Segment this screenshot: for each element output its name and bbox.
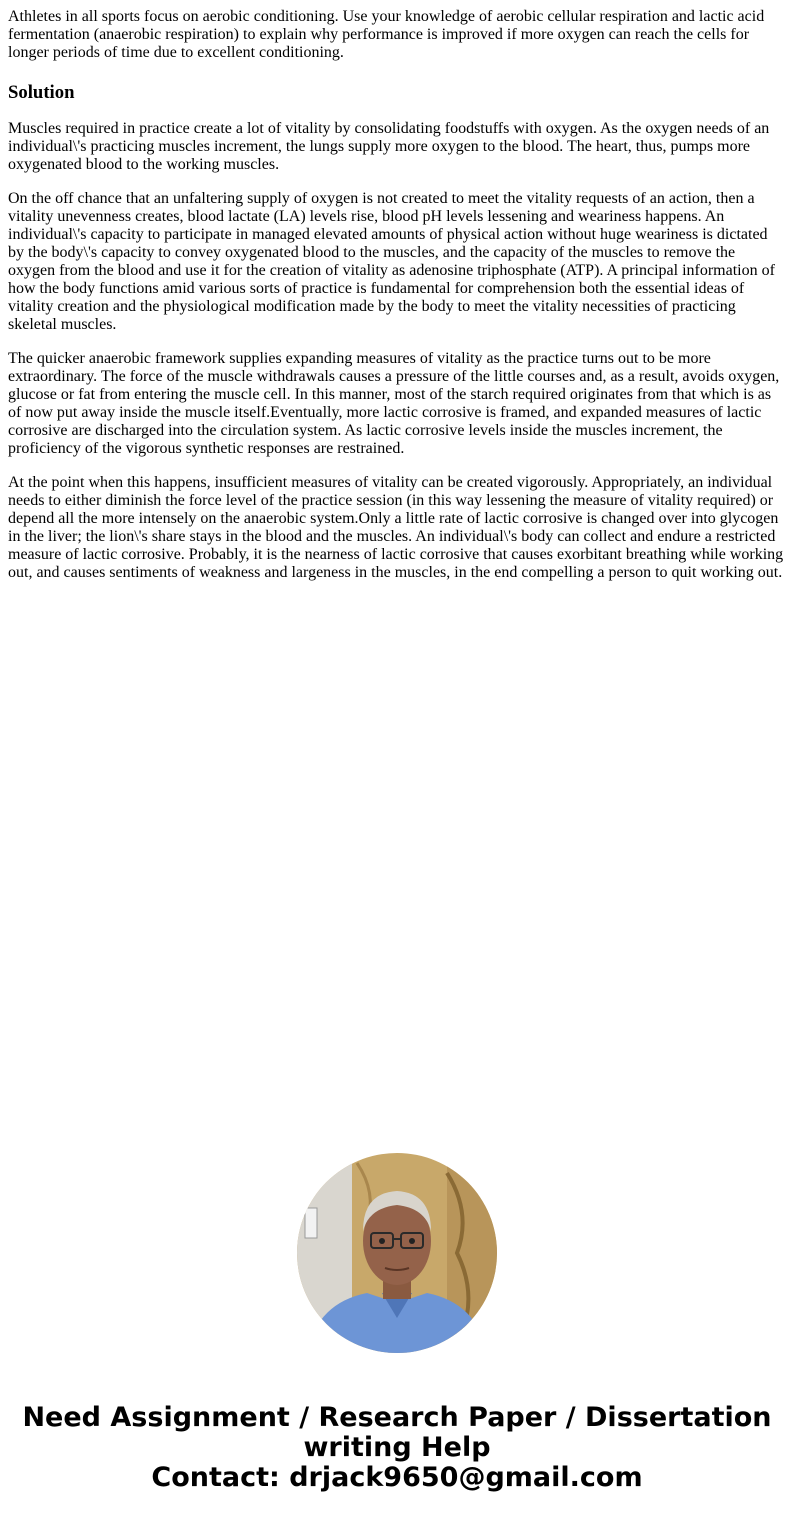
solution-paragraph-4: At the point when this happens, insufficient measures of vitality can be created vigorously. Appropriately, an individual needs to either diminish the force level of the practice session (in this way lessening the measure of vitality required) or depend all the more intensely on the anaerobic system.Only a little rate of lactic corrosive is changed over into glycogen in the liver; the lion\'s share stays in the blood and the muscles. An individual\'s body can collect and endure a restricted measure of lactic corrosive. Probably, it is the nearness of lactic corrosive that causes exorbitant breathing while working out, and causes sentiments of weakness and largeness in the muscles, in the end compelling a person to quit working out.: [8, 474, 784, 581]
solution-heading: Solution: [8, 82, 75, 103]
author-avatar: [297, 1153, 497, 1353]
answer-content: [8, 8, 786, 598]
solution-paragraph-3: The quicker anaerobic framework supplies expanding measures of vitality as the practice turns out to be more extraordinary. The force of the muscle withdrawals causes a pressure of the little courses and, as a result, avoids oxygen, glucose or fat from entering the muscle cell. In this manner, most of the starch required originates from that which is as of now put away inside the muscle itself.Eventually, more lactic corrosive is framed, and expanded measures of lactic corrosive are discharged into the circulation system. As lactic corrosive levels inside the muscles increment, the proficiency of the vigorous synthetic responses are restrained.: [8, 350, 780, 457]
solution-paragraph-2: On the off chance that an unfaltering supply of oxygen is not created to meet the vitality requests of an action, then a vitality unevenness creates, blood lactate (LA) levels rise, blood pH levels lessening and weariness happens. An individual\'s capacity to participate in managed elevated amounts of physical action without huge weariness is dictated by the body\'s capacity to convey oxygenated blood to the muscles, and the capacity of the muscles to remove the oxygen from the blood and use it for the creation of vitality as adenosine triphosphate (ATP). A principal information of how the body functions amid various sorts of practice is fundamental for comprehension both the essential ideas of vitality creation and the physiological modification made by the body to meet the vitality necessities of practicing skeletal muscles.: [8, 190, 775, 333]
promo-line-1: Need Assignment / Research Paper / Dissertation: [22, 1402, 772, 1433]
promo-contact: Contact: drjack9650@gmail.com: [151, 1462, 643, 1493]
author-photo-icon: [297, 1153, 497, 1353]
promo-banner: [0, 1403, 794, 1493]
promo-line-2: writing Help: [303, 1432, 491, 1463]
question-text: Athletes in all sports focus on aerobic conditioning. Use your knowledge of aerobic cellular respiration and lactic acid fermentation (anaerobic respiration) to explain why performance is improved if more oxygen can reach the cells for longer periods of time due to excellent conditioning.: [8, 8, 765, 61]
solution-paragraph-1: Muscles required in practice create a lot of vitality by consolidating foodstuffs with oxygen. As the oxygen needs of an individual\'s practicing muscles increment, the lungs supply more oxygen to the blood. The heart, thus, pumps more oxygenated blood to the working muscles.: [8, 120, 770, 173]
